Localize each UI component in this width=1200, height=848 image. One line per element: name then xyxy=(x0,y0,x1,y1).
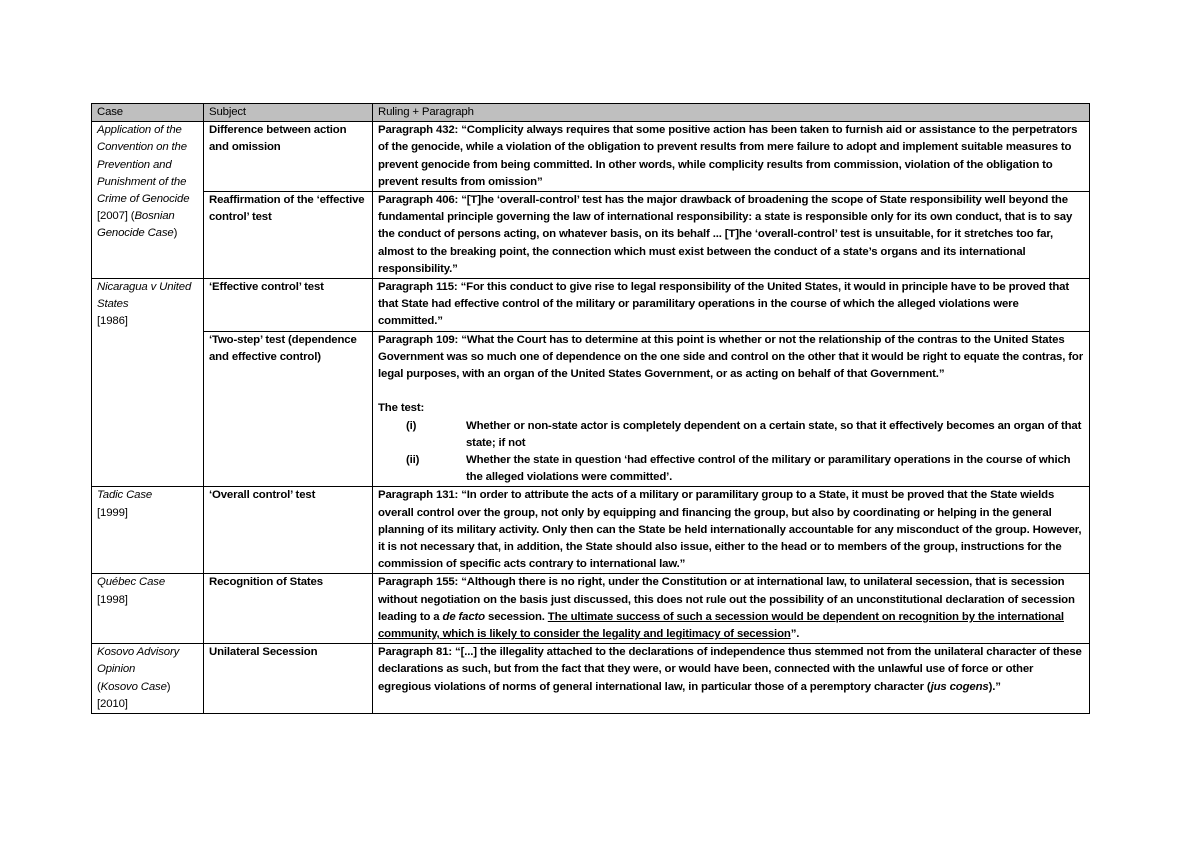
table-header-row xyxy=(92,104,1090,122)
ruling-cell: Paragraph 131: “In order to attribute the acts of a military or paramilitary group to a State, it must be proved that the State wields overall control over the group, not only by equipping and financing the group, but also by coordinating or helping in the general planning of its military activity. Only then can the State be held internationally accountable for any misconduct of the group. However, it is not necessary that, in addition, the State should also issue, either to the head or to members of the group, instructions for the commission of specific acts contrary to international law.” xyxy=(373,487,1090,574)
case-cell-quebec xyxy=(92,574,204,644)
case-cell-kosovo: Kosovo Advisory Opinion (Kosovo Case) [2010] xyxy=(92,644,204,714)
test-label: The test: xyxy=(378,402,425,415)
table-row xyxy=(92,331,1090,487)
test-item xyxy=(378,452,1085,486)
case-name: Kosovo Advisory Opinion xyxy=(97,646,180,676)
case-year: [1986] xyxy=(97,315,128,328)
table-row xyxy=(92,122,1090,192)
case-name: Tadic Case xyxy=(97,489,153,502)
subject-cell: Unilateral Secession xyxy=(204,644,373,714)
ruling-cell: Paragraph 81: “[...] the illegality attached to the declarations of independence thus stemmed not from the unilateral character of these declarations as such, but from the fact that they were, or would have been, connected with the unlawful use of force or other egregious violations of norms of general international law, in particular those of a peremptory character (jus cogens).” xyxy=(373,644,1090,714)
table-row xyxy=(92,192,1090,279)
case-year: [2007] xyxy=(97,210,128,223)
subject-cell: Difference between action and omission xyxy=(204,122,373,192)
table-row xyxy=(92,279,1090,332)
subject-cell: Recognition of States xyxy=(204,574,373,644)
underlined-passage: The ultimate success of such a secession would be dependent on recognition by the international community, which is likely to consider the legality and legitimacy of secession xyxy=(378,610,1064,641)
subject-cell: ‘Effective control’ test xyxy=(204,279,373,332)
ruling-cell: Paragraph 406: “[T]he ‘overall-control’ test has the major drawback of broadening the scope of State responsibility well beyond the fundamental principle governing the law of international responsibility: a state is responsible only for its own conduct, that is to say the conduct of persons acting, on whatever basis, on its behalf ... [T]he ‘overall-control’ test is unsuitable, for it stretches too far, almost to the breaking point, the connection which must exist between the conduct of a state’s organs and its international responsibility.” xyxy=(373,192,1090,279)
test-item-text: Whether the state in question ‘had effective control of the military or paramilitary operations in the course of which the alleged violations were committed’. xyxy=(466,454,1071,484)
case-name: Nicaragua v United States xyxy=(97,281,192,311)
case-year: [1999] xyxy=(97,506,128,519)
table-row xyxy=(92,487,1090,574)
case-year: [1998] xyxy=(97,593,128,606)
case-short-name: Bosnian Genocide Case xyxy=(97,210,175,240)
header-subject: Subject xyxy=(204,104,373,122)
subject-cell: ‘Two-step’ test (dependence and effective control) xyxy=(204,331,373,487)
table-row xyxy=(92,574,1090,644)
test-item xyxy=(378,418,1085,452)
table-row xyxy=(92,644,1090,714)
ruling-cell: Paragraph 155: “Although there is no right, under the Constitution or at international law, to unilateral secession, that is secession without negotiation on the basis just discussed, this does not rule out the possibility of an unconstitutional declaration of secession leading to a de facto secession. The ultimate success of such a secession would be dependent on recognition by the international community, which is likely to consider the legality and legitimacy of secession”. xyxy=(373,574,1090,644)
ruling-text: Paragraph 109: “What the Court has to determine at this point is whether or not the relationship of the contras to the United States Government was so much one of dependence on the one side and control on the other that it would be right to equate the contras, for legal purposes, with an organ of the United States Government, or as acting on behalf of that Government.” xyxy=(378,333,1083,381)
test-item-text: Whether or non-state actor is completely dependent on a certain state, so that it effectively becomes an organ of that state; if not xyxy=(466,419,1082,449)
case-cell-tadic xyxy=(92,487,204,574)
subject-cell: Reaffirmation of the ‘effective control’ test xyxy=(204,192,373,279)
case-cell-bosnian: Application of the Convention on the Prevention and Punishment of the Crime of Genocide [2007] (Bosnian Genocide Case) xyxy=(92,122,204,279)
case-year: [2010] xyxy=(97,697,128,710)
header-ruling: Ruling + Paragraph xyxy=(373,104,1090,122)
ruling-cell: Paragraph 432: “Complicity always requires that some positive action has been taken to furnish aid or assistance to the perpetrators of the genocide, while a violation of the obligation to prevent results from mere failure to adopt and implement suitable measures to prevent genocide from being committed. In other words, while complicity results from commission, violation of the obligation to prevent results from omission” xyxy=(373,122,1090,192)
subject-cell: ‘Overall control’ test xyxy=(204,487,373,574)
case-name: Québec Case xyxy=(97,576,166,589)
header-case: Case xyxy=(92,104,204,122)
ruling-cell xyxy=(373,331,1090,487)
case-name: Application of the Convention on the Prevention and Punishment of the Crime of Genocide xyxy=(97,124,190,206)
case-law-table xyxy=(91,103,1090,714)
ruling-cell: Paragraph 115: “For this conduct to give rise to legal responsibility of the United States, it would in principle have to be proved that that State had effective control of the military or paramilitary operations in the course of which the alleged violations were committed.” xyxy=(373,279,1090,332)
case-short-name: Kosovo Case xyxy=(100,680,167,693)
case-cell-nicaragua xyxy=(92,279,204,487)
test-item-number: (ii) xyxy=(406,454,420,467)
test-item-number: (i) xyxy=(406,419,417,432)
